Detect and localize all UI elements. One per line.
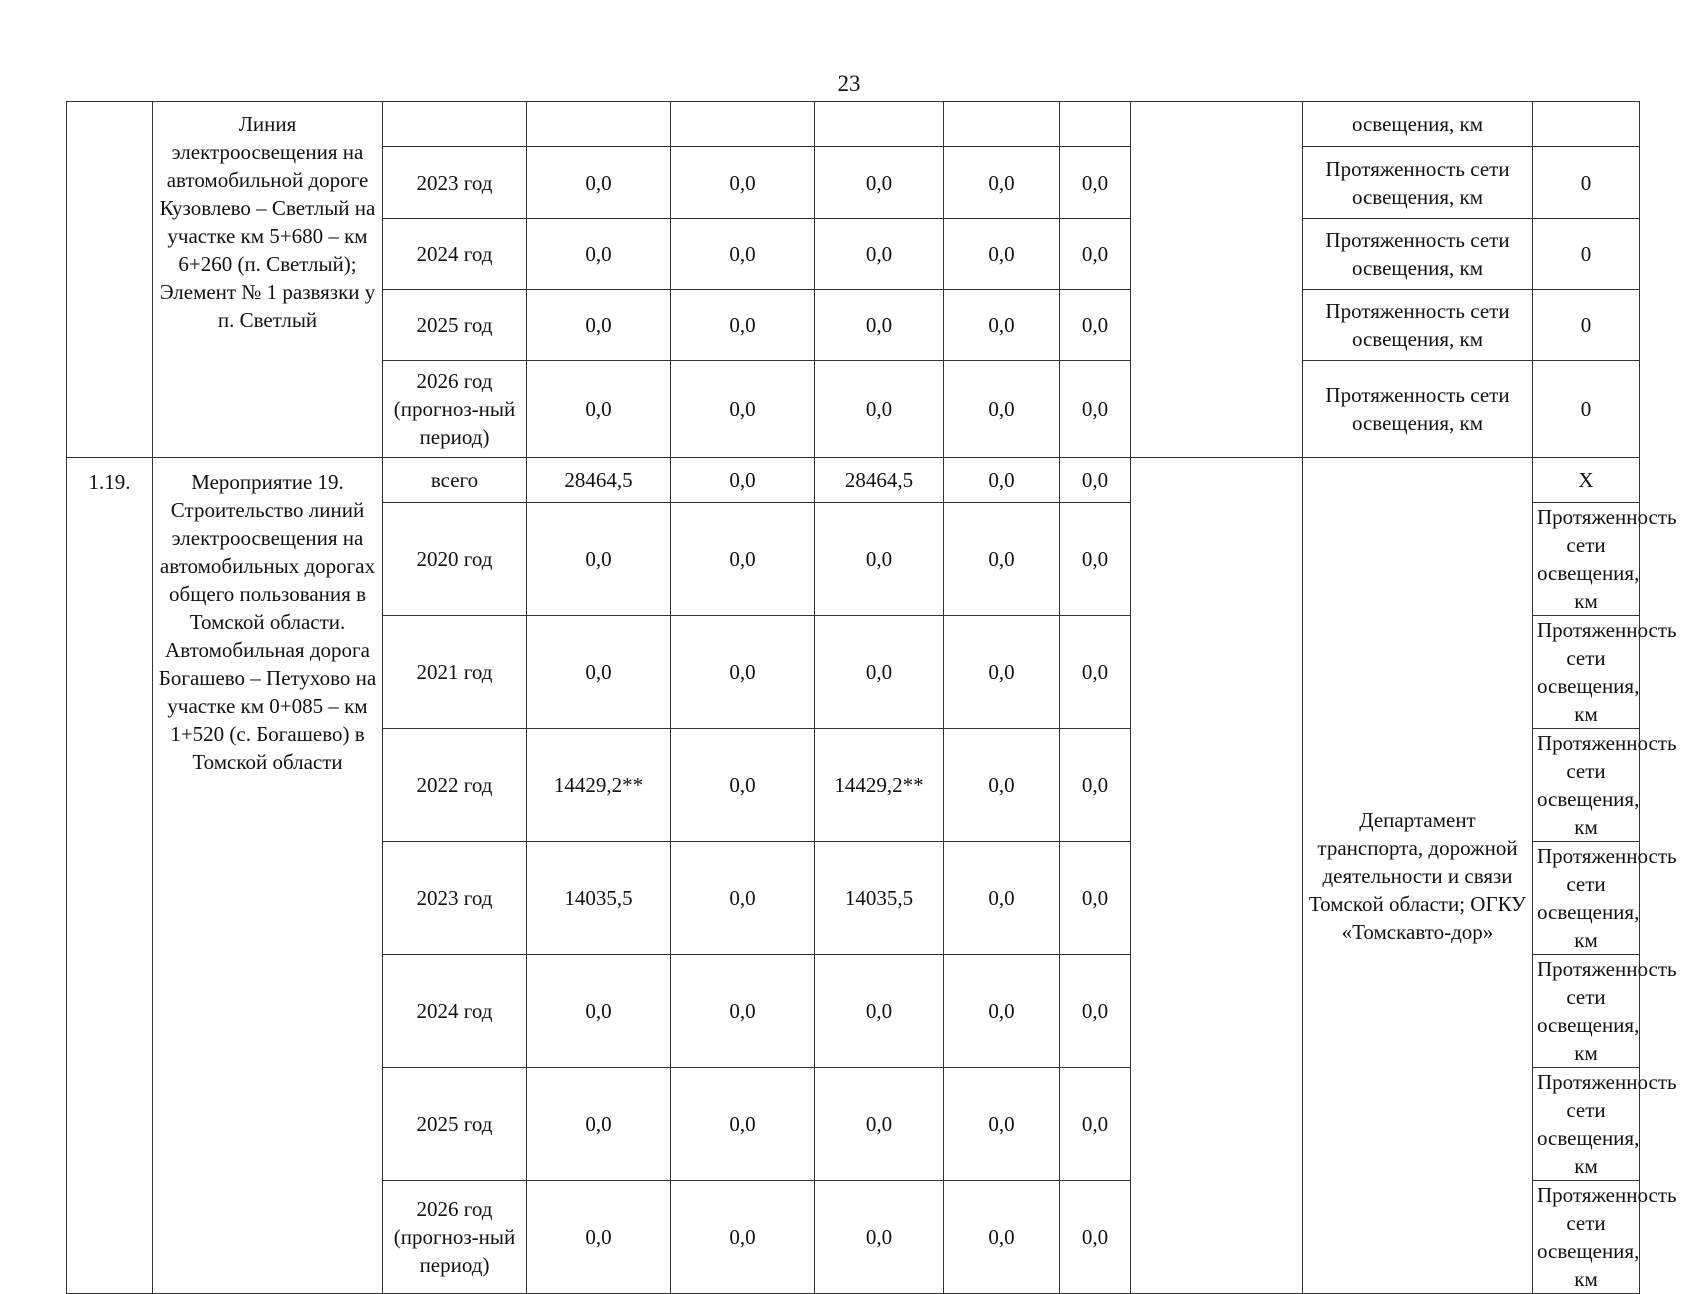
- indicator-cell: Протяженность сети освещения, км: [1533, 503, 1640, 616]
- amount-local: 0,0: [944, 458, 1060, 503]
- amount-local: 0,0: [944, 955, 1060, 1068]
- table-row: [67, 458, 1640, 503]
- amount-total: 28464,5: [527, 458, 671, 503]
- table-body: [67, 102, 1677, 1294]
- amount-fed: 0,0: [671, 361, 815, 458]
- amount-local: 0,0: [944, 361, 1060, 458]
- indicator-value: 0: [1533, 147, 1640, 219]
- amount-local: 0,0: [944, 290, 1060, 361]
- amount-extra: 0,0: [1060, 1068, 1131, 1181]
- year-cell: 2026 год (прогноз-ный период): [383, 361, 527, 458]
- amount-fed: 0,0: [671, 219, 815, 290]
- amount-extra: 0,0: [1060, 616, 1131, 729]
- year-cell: всего: [383, 458, 527, 503]
- amount-total: 0,0: [527, 290, 671, 361]
- empty-cell: [527, 102, 671, 147]
- indicator-cell: Протяженность сети освещения, км: [1303, 147, 1533, 219]
- amount-extra: 0,0: [1060, 290, 1131, 361]
- indicator-cell: Протяженность сети освещения, км: [1533, 1068, 1640, 1181]
- amount-fed: 0,0: [671, 842, 815, 955]
- amount-extra: 0,0: [1060, 842, 1131, 955]
- year-cell: 2023 год: [383, 842, 527, 955]
- amount-total: 0,0: [527, 1068, 671, 1181]
- indicator-value: 0: [1533, 219, 1640, 290]
- year-cell: 2026 год (прогноз-ный период): [383, 1181, 527, 1294]
- empty-cell: [944, 102, 1060, 147]
- empty-cell: [1533, 102, 1640, 147]
- amount-local: 0,0: [944, 1068, 1060, 1181]
- amount-total: 0,0: [527, 1181, 671, 1294]
- indicator-value: 0: [1533, 361, 1640, 458]
- year-cell: 2024 год: [383, 219, 527, 290]
- amount-total: 14429,2**: [527, 729, 671, 842]
- amount-extra: 0,0: [1060, 361, 1131, 458]
- amount-total: 14035,5: [527, 842, 671, 955]
- amount-reg: 0,0: [815, 503, 944, 616]
- row-number-cell: 1.19.: [67, 458, 153, 1294]
- indicator-cell: Протяженность сети освещения, км: [1533, 616, 1640, 729]
- amount-reg: 0,0: [815, 290, 944, 361]
- amount-extra: 0,0: [1060, 503, 1131, 616]
- empty-cell: [383, 102, 527, 147]
- year-cell: 2022 год: [383, 729, 527, 842]
- amount-extra: 0,0: [1060, 1181, 1131, 1294]
- amount-reg: 0,0: [815, 147, 944, 219]
- indicator-cell: Протяженность сети освещения, км: [1533, 842, 1640, 955]
- amount-fed: 0,0: [671, 1181, 815, 1294]
- year-cell: 2025 год: [383, 1068, 527, 1181]
- year-cell: 2020 год: [383, 503, 527, 616]
- amount-reg: 0,0: [815, 955, 944, 1068]
- amount-reg: 0,0: [815, 616, 944, 729]
- executor-cell: Департамент транспорта, дорожной деятельности и связи Томской области; ОГКУ «Томскавто-дор»: [1303, 458, 1533, 1294]
- amount-fed: 0,0: [671, 458, 815, 503]
- amount-reg: 0,0: [815, 1181, 944, 1294]
- table-row: [67, 102, 1640, 147]
- amount-fed: 0,0: [671, 503, 815, 616]
- indicator-cell: Х: [1533, 458, 1640, 503]
- amount-reg: 14035,5: [815, 842, 944, 955]
- amount-total: 0,0: [527, 503, 671, 616]
- row-number-cell: [67, 102, 153, 458]
- amount-reg: 0,0: [815, 361, 944, 458]
- amount-fed: 0,0: [671, 147, 815, 219]
- amount-fed: 0,0: [671, 290, 815, 361]
- amount-reg: 28464,5: [815, 458, 944, 503]
- amount-local: 0,0: [944, 842, 1060, 955]
- activity-description: Линия электроосвещения на автомобильной дороге Кузовлево – Светлый на участке км 5+680 – км 6+260 (п. Светлый); Элемент № 1 развязки у п. Светлый: [153, 102, 383, 458]
- amount-fed: 0,0: [671, 1068, 815, 1181]
- indicator-cell: Протяженность сети освещения, км: [1533, 955, 1640, 1068]
- amount-total: 0,0: [527, 361, 671, 458]
- empty-cell: [815, 102, 944, 147]
- year-cell: 2025 год: [383, 290, 527, 361]
- amount-fed: 0,0: [671, 616, 815, 729]
- page-number: 23: [837, 71, 861, 96]
- program-table: [66, 101, 1677, 1294]
- amount-local: 0,0: [944, 219, 1060, 290]
- amount-total: 0,0: [527, 955, 671, 1068]
- indicator-cell: Протяженность сети освещения, км: [1533, 729, 1640, 842]
- amount-extra: 0,0: [1060, 955, 1131, 1068]
- indicator-value: 0: [1533, 290, 1640, 361]
- amount-reg: 14429,2**: [815, 729, 944, 842]
- amount-local: 0,0: [944, 616, 1060, 729]
- amount-total: 0,0: [527, 616, 671, 729]
- amount-reg: 0,0: [815, 219, 944, 290]
- amount-reg: 0,0: [815, 1068, 944, 1181]
- amount-fed: 0,0: [671, 729, 815, 842]
- amount-local: 0,0: [944, 729, 1060, 842]
- amount-fed: 0,0: [671, 955, 815, 1068]
- year-cell: 2021 год: [383, 616, 527, 729]
- indicator-cell: Протяженность сети освещения, км: [1533, 1181, 1640, 1294]
- amount-extra: 0,0: [1060, 729, 1131, 842]
- indicator-cell: Протяженность сети освещения, км: [1303, 219, 1533, 290]
- amount-total: 0,0: [527, 147, 671, 219]
- indicator-cell: освещения, км: [1303, 102, 1533, 147]
- amount-local: 0,0: [944, 503, 1060, 616]
- empty-cell: [1131, 458, 1303, 1294]
- empty-cell: [1060, 102, 1131, 147]
- amount-extra: 0,0: [1060, 458, 1131, 503]
- indicator-cell: Протяженность сети освещения, км: [1303, 290, 1533, 361]
- empty-cell: [671, 102, 815, 147]
- indicator-cell: Протяженность сети освещения, км: [1303, 361, 1533, 458]
- amount-extra: 0,0: [1060, 147, 1131, 219]
- amount-local: 0,0: [944, 147, 1060, 219]
- executor-cell: [1131, 102, 1303, 458]
- amount-total: 0,0: [527, 219, 671, 290]
- year-cell: 2023 год: [383, 147, 527, 219]
- activity-description: Мероприятие 19. Строительство линий электроосвещения на автомобильных дорогах общего пользования в Томской области. Автомобильная дорога Богашево – Петухово на участке км 0+085 – км 1+520 (с. Богашево) в Томской области: [153, 458, 383, 1294]
- amount-extra: 0,0: [1060, 219, 1131, 290]
- amount-local: 0,0: [944, 1181, 1060, 1294]
- year-cell: 2024 год: [383, 955, 527, 1068]
